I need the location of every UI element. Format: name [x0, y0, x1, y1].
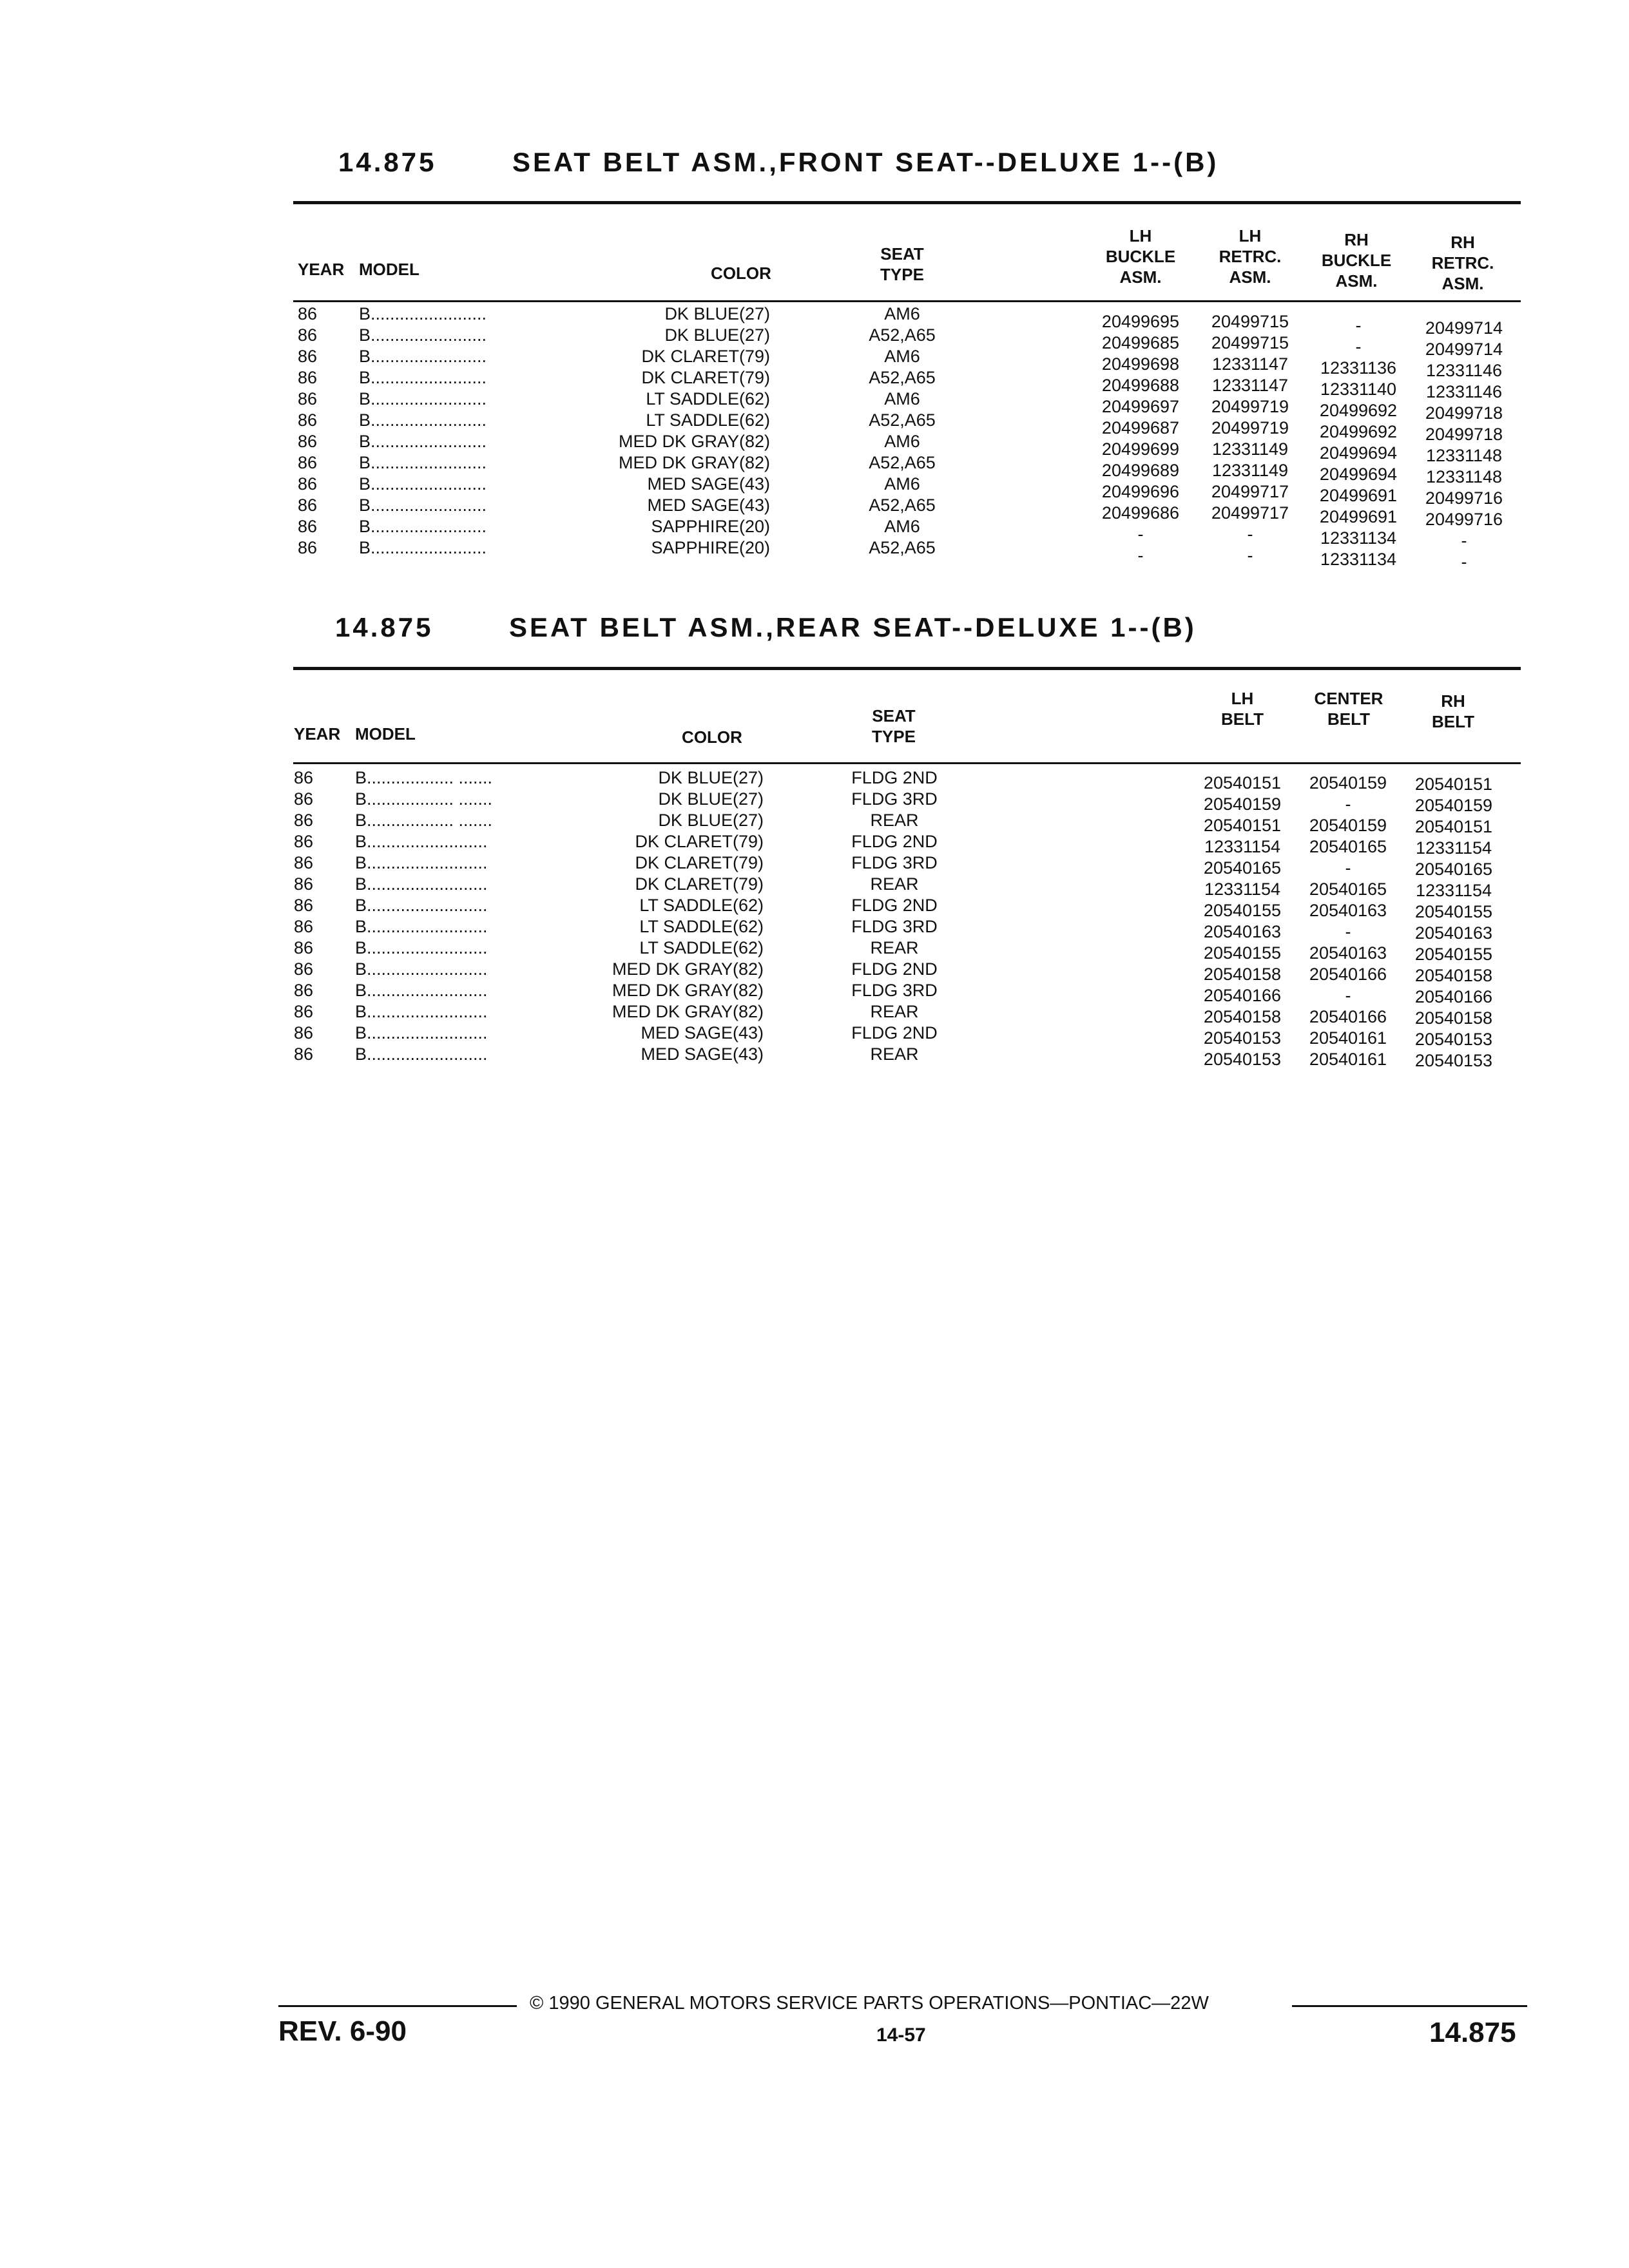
rear-model-cell: B......................... [355, 938, 488, 957]
front-year-cell: 86 [298, 304, 318, 323]
rear-year-cell: 86 [294, 938, 314, 957]
footer-revision: REV. 6-90 [278, 2015, 407, 2047]
rear-header-center-belt-line2: BELT [1327, 709, 1370, 729]
rear-seat-type-cell: FLDG 2ND [851, 832, 938, 851]
rear-model-cell: B.................. ....... [355, 811, 493, 830]
front-seat-type-cell: A52,A65 [869, 325, 936, 345]
rear-rh-belt-cell: 20540163 [1414, 923, 1493, 943]
front-header-model: MODEL [359, 260, 419, 279]
front-rh-buckle-cell: 12331134 [1320, 550, 1397, 569]
rear-center-belt-cell: 20540159 [1309, 816, 1387, 835]
rear-color-cell: MED SAGE(43) [641, 1044, 764, 1064]
front-section-number: 14.875 [338, 147, 437, 177]
rear-model-cell: B......................... [355, 832, 488, 851]
rear-seat-type-cell: FLDG 2ND [851, 1023, 938, 1043]
front-rh-buckle-cell: - [1355, 316, 1362, 335]
rear-model-cell: B......................... [355, 874, 488, 894]
rear-year-cell: 86 [294, 896, 314, 915]
rear-color-cell: DK BLUE(27) [658, 789, 764, 809]
front-rh-retrc-cell: 12331146 [1425, 382, 1503, 401]
front-header-rh-buckle-line3: ASM. [1335, 271, 1378, 291]
front-model-cell: B........................ [359, 389, 487, 408]
front-year-cell: 86 [298, 517, 318, 536]
front-model-cell: B........................ [359, 474, 487, 494]
rear-center-belt-cell: 20540166 [1309, 1007, 1387, 1026]
front-seat-type-cell: A52,A65 [869, 495, 936, 515]
front-header-rh-retrc-line3: ASM. [1441, 274, 1484, 293]
rear-header-rh-belt-line2: BELT [1432, 712, 1474, 731]
front-header-rh-retrc [1411, 232, 1514, 294]
front-rh-retrc-cell: 20499714 [1425, 340, 1503, 359]
rear-lh-belt-cell: 20540158 [1203, 965, 1282, 984]
rear-seat-type-cell: REAR [870, 874, 919, 894]
rear-header-lh-belt-line2: BELT [1221, 709, 1264, 729]
front-lh-retrc-cell: 12331147 [1211, 376, 1289, 395]
rear-center-belt-cell: - [1345, 986, 1351, 1005]
front-year-cell: 86 [298, 325, 318, 345]
front-header-lh-buckle [1089, 226, 1192, 287]
rear-year-cell: 86 [294, 874, 314, 894]
front-year-cell: 86 [298, 368, 318, 387]
rear-header-model: MODEL [355, 724, 416, 744]
rear-lh-belt-cell: 20540165 [1203, 858, 1282, 878]
rear-header-year: YEAR [294, 724, 341, 744]
front-lh-buckle-cell: 20499699 [1101, 439, 1180, 459]
rear-year-cell: 86 [294, 811, 314, 830]
rear-rh-belt-cell: 20540159 [1414, 796, 1493, 815]
rear-color-cell: MED DK GRAY(82) [612, 981, 764, 1000]
front-year-cell: 86 [298, 347, 318, 366]
rear-seat-type-cell: REAR [870, 811, 919, 830]
front-header-lh-buckle-line1: LH [1129, 226, 1152, 245]
front-model-cell: B........................ [359, 453, 487, 472]
rear-color-cell: MED DK GRAY(82) [612, 959, 764, 979]
rear-lh-belt-cell: 20540159 [1203, 794, 1282, 814]
rear-color-cell: LT SADDLE(62) [639, 896, 764, 915]
front-seat-type-cell: AM6 [884, 517, 920, 536]
front-rh-buckle-cell: 20499692 [1319, 422, 1398, 441]
front-lh-buckle-cell: 20499686 [1101, 503, 1180, 523]
rear-color-cell: DK CLARET(79) [635, 874, 764, 894]
front-year-cell: 86 [298, 474, 318, 494]
footer-page-number: 14-57 [876, 2024, 926, 2046]
rear-lh-belt-cell: 20540155 [1203, 943, 1282, 963]
rear-rh-belt-cell: 12331154 [1415, 881, 1492, 900]
rear-year-cell: 86 [294, 768, 314, 787]
front-lh-buckle-cell: 20499687 [1101, 418, 1180, 437]
rear-rh-belt-cell: 20540153 [1414, 1030, 1493, 1049]
rear-color-cell: LT SADDLE(62) [639, 938, 764, 957]
rear-seat-type-cell: REAR [870, 1002, 919, 1021]
rear-seat-type-cell: FLDG 2ND [851, 959, 938, 979]
front-lh-buckle-cell: 20499695 [1101, 312, 1180, 331]
rear-section-heading: SEAT BELT ASM.,REAR SEAT--DELUXE 1--(B) [509, 612, 1197, 642]
rear-center-belt-cell: 20540163 [1309, 943, 1387, 963]
front-model-cell: B........................ [359, 325, 487, 345]
footer-copyright: © 1990 GENERAL MOTORS SERVICE PARTS OPERATIONS—PONTIAC—22W [530, 1993, 1209, 2013]
rear-section-number: 14.875 [335, 612, 434, 642]
front-color-cell: DK CLARET(79) [641, 368, 770, 387]
front-model-cell: B........................ [359, 517, 487, 536]
front-rh-buckle-cell: 20499694 [1319, 465, 1398, 484]
rear-model-cell: B......................... [355, 917, 488, 936]
front-year-cell: 86 [298, 453, 318, 472]
front-color-cell: MED SAGE(43) [647, 474, 770, 494]
rear-title-rule [293, 667, 1521, 670]
rear-model-cell: B......................... [355, 853, 488, 872]
front-lh-retrc-cell: 20499715 [1211, 333, 1289, 352]
rear-year-cell: 86 [294, 981, 314, 1000]
rear-center-belt-cell: - [1345, 794, 1351, 814]
front-rh-retrc-cell: - [1461, 531, 1467, 550]
front-year-cell: 86 [298, 495, 318, 515]
front-lh-retrc-cell: 20499717 [1211, 503, 1289, 523]
rear-seat-type-cell: FLDG 2ND [851, 896, 938, 915]
front-lh-retrc-cell: 20499719 [1211, 418, 1289, 437]
front-rh-buckle-cell: 12331140 [1320, 380, 1397, 399]
front-header-rh-buckle-line2: BUCKLE [1321, 251, 1392, 270]
front-rh-buckle-cell: 12331136 [1320, 358, 1397, 378]
front-color-cell: MED DK GRAY(82) [618, 432, 770, 451]
rear-header-seat-type-line1: SEAT [872, 706, 916, 726]
front-lh-buckle-cell: 20499696 [1101, 482, 1180, 501]
front-rh-buckle-cell: 20499691 [1319, 486, 1398, 505]
front-header-lh-retrc-line2: RETRC. [1219, 247, 1282, 266]
front-rh-buckle-cell: - [1355, 337, 1362, 356]
front-lh-retrc-cell: 20499719 [1211, 397, 1289, 416]
front-color-cell: LT SADDLE(62) [646, 389, 770, 408]
rear-section-title [335, 612, 1197, 643]
rear-rh-belt-cell: 20540158 [1414, 966, 1493, 985]
front-header-lh-retrc-line3: ASM. [1229, 267, 1271, 287]
front-rh-retrc-cell: 12331148 [1425, 446, 1503, 465]
rear-center-belt-cell: 20540165 [1309, 879, 1387, 899]
front-rh-buckle-cell: 20499691 [1319, 507, 1398, 526]
front-seat-type-cell: AM6 [884, 389, 920, 408]
front-section-title [338, 147, 1219, 178]
front-lh-buckle-cell: 20499698 [1101, 354, 1180, 374]
front-year-cell: 86 [298, 432, 318, 451]
rear-lh-belt-cell: 20540151 [1203, 816, 1282, 835]
rear-lh-belt-cell: 20540166 [1203, 986, 1282, 1005]
front-lh-buckle-cell: 20499697 [1101, 397, 1180, 416]
front-rh-retrc-cell: 12331146 [1425, 361, 1503, 380]
front-header-rule [293, 300, 1521, 302]
rear-rh-belt-cell: 20540158 [1414, 1008, 1493, 1028]
rear-lh-belt-cell: 20540155 [1203, 901, 1282, 920]
footer-rule-left [278, 2005, 517, 2007]
front-color-cell: DK CLARET(79) [641, 347, 770, 366]
rear-seat-type-cell: REAR [870, 1044, 919, 1064]
front-year-cell: 86 [298, 410, 318, 430]
rear-lh-belt-cell: 20540151 [1203, 773, 1282, 793]
front-header-rh-retrc-line1: RH [1451, 233, 1475, 252]
front-rh-retrc-cell: 20499718 [1425, 403, 1503, 423]
rear-color-cell: LT SADDLE(62) [639, 917, 764, 936]
rear-model-cell: B.................. ....... [355, 768, 493, 787]
front-rh-retrc-cell: - [1461, 552, 1467, 572]
rear-rh-belt-cell: 20540153 [1414, 1051, 1493, 1070]
rear-lh-belt-cell: 20540158 [1203, 1007, 1282, 1026]
front-header-seat-type [851, 244, 954, 285]
front-rh-buckle-cell: 20499694 [1319, 443, 1398, 463]
front-model-cell: B........................ [359, 368, 487, 387]
front-model-cell: B........................ [359, 304, 487, 323]
front-seat-type-cell: A52,A65 [869, 368, 936, 387]
rear-model-cell: B......................... [355, 1002, 488, 1021]
rear-header-color: COLOR [682, 727, 742, 747]
rear-rh-belt-cell: 20540151 [1414, 817, 1493, 836]
rear-lh-belt-cell: 20540153 [1203, 1028, 1282, 1048]
front-color-cell: DK BLUE(27) [664, 304, 770, 323]
rear-center-belt-cell: - [1345, 922, 1351, 941]
front-header-rh-buckle [1305, 229, 1408, 291]
front-color-cell: SAPPHIRE(20) [651, 517, 770, 536]
rear-color-cell: MED SAGE(43) [641, 1023, 764, 1043]
rear-color-cell: DK CLARET(79) [635, 832, 764, 851]
front-lh-buckle-cell: - [1137, 524, 1144, 544]
rear-seat-type-cell: FLDG 2ND [851, 768, 938, 787]
rear-header-rh-belt-line1: RH [1441, 691, 1465, 711]
rear-header-rule [293, 762, 1521, 764]
rear-year-cell: 86 [294, 917, 314, 936]
rear-year-cell: 86 [294, 1023, 314, 1043]
rear-seat-type-cell: FLDG 3RD [851, 853, 938, 872]
rear-year-cell: 86 [294, 789, 314, 809]
front-seat-type-cell: AM6 [884, 474, 920, 494]
front-color-cell: DK BLUE(27) [664, 325, 770, 345]
front-header-seat-type-line1: SEAT [880, 244, 924, 264]
rear-center-belt-cell: 20540166 [1309, 965, 1387, 984]
front-rh-retrc-cell: 20499716 [1425, 510, 1503, 529]
front-rh-buckle-cell: 12331134 [1320, 528, 1397, 548]
rear-header-seat-type-line2: TYPE [872, 727, 916, 746]
rear-color-cell: DK CLARET(79) [635, 853, 764, 872]
front-header-rh-retrc-line2: RETRC. [1431, 253, 1494, 273]
front-header-lh-retrc-line1: LH [1239, 226, 1262, 245]
front-rh-retrc-cell: 20499718 [1425, 425, 1503, 444]
front-seat-type-cell: AM6 [884, 347, 920, 366]
rear-center-belt-cell: - [1345, 858, 1351, 878]
front-header-year: YEAR [298, 260, 345, 279]
front-header-lh-buckle-line3: ASM. [1119, 267, 1162, 287]
front-model-cell: B........................ [359, 432, 487, 451]
rear-model-cell: B.................. ....... [355, 789, 493, 809]
rear-rh-belt-cell: 20540155 [1414, 902, 1493, 921]
footer-section-number: 14.875 [1429, 2017, 1516, 2048]
rear-center-belt-cell: 20540161 [1309, 1028, 1387, 1048]
front-lh-retrc-cell: - [1247, 524, 1253, 544]
front-section-heading: SEAT BELT ASM.,FRONT SEAT--DELUXE 1--(B) [512, 147, 1219, 177]
rear-rh-belt-cell: 20540165 [1414, 860, 1493, 879]
rear-seat-type-cell: REAR [870, 938, 919, 957]
rear-model-cell: B......................... [355, 981, 488, 1000]
rear-color-cell: DK BLUE(27) [658, 768, 764, 787]
front-model-cell: B........................ [359, 538, 487, 557]
rear-center-belt-cell: 20540161 [1309, 1050, 1387, 1069]
rear-header-center-belt-line1: CENTER [1314, 689, 1383, 708]
front-rh-buckle-cell: 20499692 [1319, 401, 1398, 420]
rear-color-cell: DK BLUE(27) [658, 811, 764, 830]
front-lh-buckle-cell: - [1137, 546, 1144, 565]
front-color-cell: SAPPHIRE(20) [651, 538, 770, 557]
front-year-cell: 86 [298, 538, 318, 557]
rear-seat-type-cell: FLDG 3RD [851, 789, 938, 809]
front-seat-type-cell: AM6 [884, 304, 920, 323]
front-lh-retrc-cell: 12331149 [1211, 439, 1289, 459]
rear-year-cell: 86 [294, 832, 314, 851]
front-seat-type-cell: A52,A65 [869, 538, 936, 557]
rear-header-lh-belt-line1: LH [1231, 689, 1254, 708]
rear-model-cell: B......................... [355, 959, 488, 979]
rear-model-cell: B......................... [355, 1044, 488, 1064]
rear-color-cell: MED DK GRAY(82) [612, 1002, 764, 1021]
rear-lh-belt-cell: 12331154 [1204, 879, 1281, 899]
front-model-cell: B........................ [359, 410, 487, 430]
front-year-cell: 86 [298, 389, 318, 408]
front-seat-type-cell: A52,A65 [869, 410, 936, 430]
rear-center-belt-cell: 20540163 [1309, 901, 1387, 920]
rear-rh-belt-cell: 20540155 [1414, 945, 1493, 964]
front-seat-type-cell: A52,A65 [869, 453, 936, 472]
rear-year-cell: 86 [294, 959, 314, 979]
front-seat-type-cell: AM6 [884, 432, 920, 451]
front-rh-retrc-cell: 20499716 [1425, 488, 1503, 508]
rear-seat-type-cell: FLDG 3RD [851, 981, 938, 1000]
front-color-cell: MED SAGE(43) [647, 495, 770, 515]
front-rh-retrc-cell: 20499714 [1425, 318, 1503, 338]
rear-year-cell: 86 [294, 853, 314, 872]
rear-rh-belt-cell: 12331154 [1415, 838, 1492, 858]
front-lh-retrc-cell: 20499715 [1211, 312, 1289, 331]
front-title-rule [293, 201, 1521, 204]
rear-model-cell: B......................... [355, 896, 488, 915]
front-lh-retrc-cell: - [1247, 546, 1253, 565]
rear-rh-belt-cell: 20540166 [1414, 987, 1493, 1006]
front-lh-buckle-cell: 20499689 [1101, 461, 1180, 480]
front-lh-retrc-cell: 20499717 [1211, 482, 1289, 501]
front-lh-retrc-cell: 12331147 [1211, 354, 1289, 374]
rear-lh-belt-cell: 12331154 [1204, 837, 1281, 856]
rear-header-center-belt [1297, 688, 1400, 729]
rear-header-lh-belt [1191, 688, 1294, 729]
front-header-lh-retrc [1199, 226, 1302, 287]
rear-header-rh-belt [1402, 691, 1505, 732]
rear-center-belt-cell: 20540165 [1309, 837, 1387, 856]
rear-seat-type-cell: FLDG 3RD [851, 917, 938, 936]
rear-header-seat-type [842, 706, 945, 747]
front-header-rh-buckle-line1: RH [1344, 230, 1369, 249]
rear-lh-belt-cell: 20540153 [1203, 1050, 1282, 1069]
rear-rh-belt-cell: 20540151 [1414, 774, 1493, 794]
front-model-cell: B........................ [359, 495, 487, 515]
front-model-cell: B........................ [359, 347, 487, 366]
front-color-cell: MED DK GRAY(82) [618, 453, 770, 472]
rear-lh-belt-cell: 20540163 [1203, 922, 1282, 941]
rear-year-cell: 86 [294, 1002, 314, 1021]
rear-center-belt-cell: 20540159 [1309, 773, 1387, 793]
front-lh-retrc-cell: 12331149 [1211, 461, 1289, 480]
front-lh-buckle-cell: 20499688 [1101, 376, 1180, 395]
front-header-color: COLOR [711, 264, 771, 283]
front-lh-buckle-cell: 20499685 [1101, 333, 1180, 352]
front-header-seat-type-line2: TYPE [880, 265, 924, 284]
front-header-lh-buckle-line2: BUCKLE [1105, 247, 1176, 266]
front-color-cell: LT SADDLE(62) [646, 410, 770, 430]
footer-rule-right [1292, 2005, 1527, 2007]
front-rh-retrc-cell: 12331148 [1425, 467, 1503, 486]
rear-model-cell: B......................... [355, 1023, 488, 1043]
rear-year-cell: 86 [294, 1044, 314, 1064]
